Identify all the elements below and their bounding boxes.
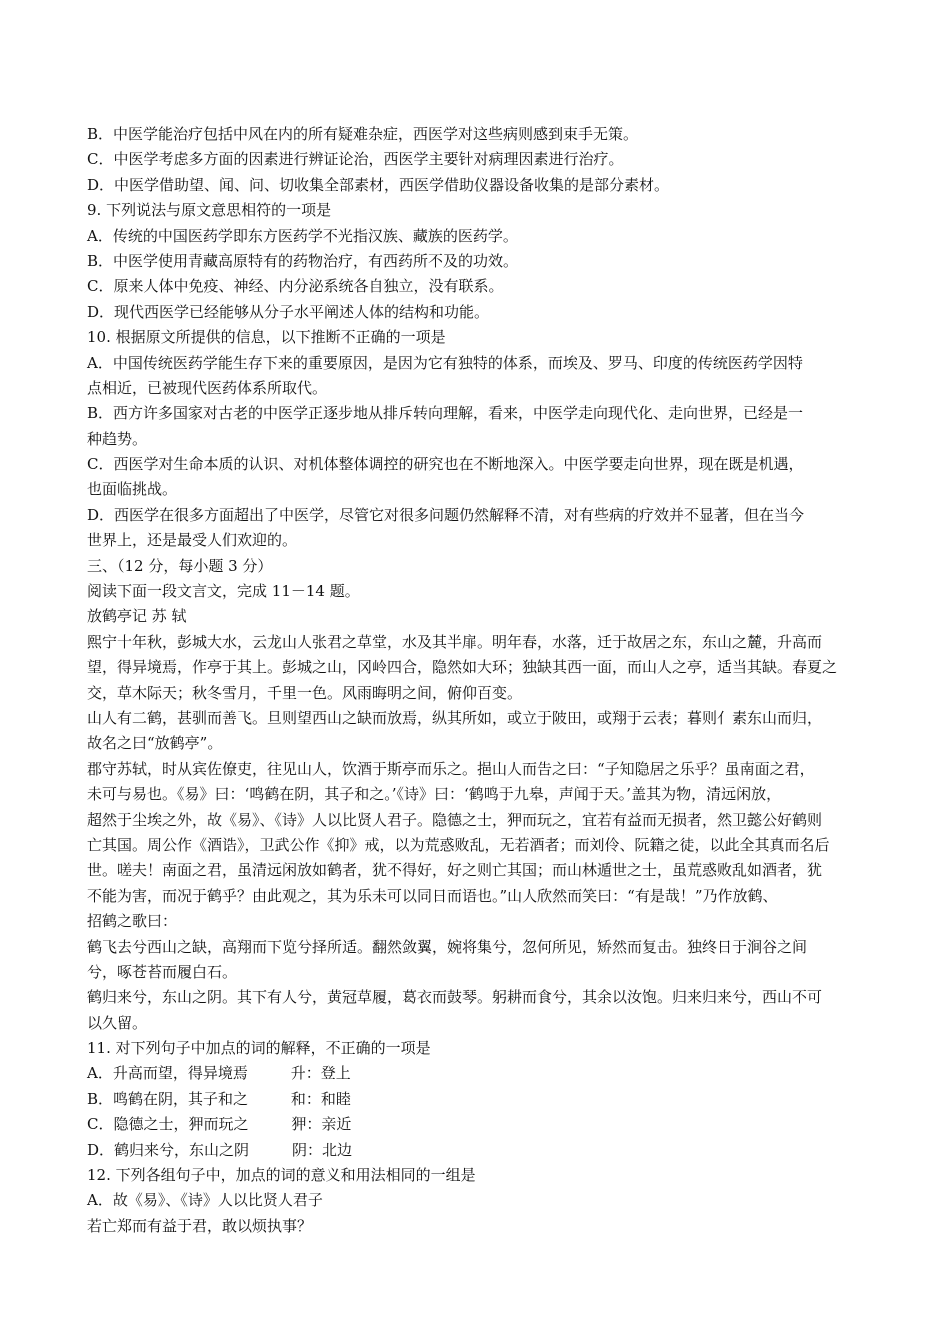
question-10-stem: 10. 根据原文所提供的信息，以下推断不正确的一项是 (87, 328, 446, 347)
option-8d: D．中医学借助望、闻、问、切收集全部素材，西医学借助仪器设备收集的是部分素材。 (87, 175, 670, 194)
option-8b: B．中医学能治疗包括中风在内的所有疑难杂症，西医学对这些病则感到束手无策。 (87, 125, 639, 143)
passage-para3-line7: 招鹤之歌曰： (87, 912, 178, 931)
option-9c: C．原来人体中免疫、神经、内分泌系统各自独立，没有联系。 (87, 277, 504, 296)
option-10b: B．西方许多国家对古老的中医学正逐步地从排斥转向理解，看来，中医学走向现代化、走向世界，已经是一 (87, 404, 804, 423)
option-11b: B．鸣鹤在阴，其子和之 和：和睦 (87, 1089, 351, 1108)
option-10b-cont: 种趋势。 (87, 429, 148, 448)
option-10c: C．西医学对生命本质的认识、对机体整体调控的研究也在不断地深入。中医学要走向世界，现在既是机遇， (87, 455, 804, 474)
option-11a: A．升高而望，得异境焉 升：登上 (87, 1064, 351, 1083)
question-9-stem: 9. 下列说法与原文意思相符的一项是 (87, 201, 332, 220)
exam-page (87, 122, 872, 1239)
passage-song1-line1: 鹤飞去兮西山之缺，高翔而下览兮择所适。翻然敛翼，婉将集兮，忽何所见，矫然而复击。独终日于涧谷之间 (87, 937, 808, 956)
passage-para1-line1: 熙宁十年秋，彭城大水，云龙山人张君之草堂，水及其半扉。明年春，水落，迁于故居之东，东山之麓，升高而 (87, 632, 823, 651)
passage-para3-line4: 亡其国。周公作《酒诰》，卫武公作《抑》戒，以为荒惑败乱，无若酒者；而刘伶、阮籍之徒，以此全其真而名后 (87, 835, 830, 854)
passage-para1-line3: 交，草木际天；秋冬雪月，千里一色。风雨晦明之间，俯仰百变。 (87, 683, 523, 702)
question-11-stem: 11. 对下列句子中加点的词的解释，不正确的一项是 (87, 1039, 431, 1058)
option-11c: C．隐德之士，狎而玩之 狎：亲近 (87, 1115, 352, 1134)
passage-para1-line2: 望，得异境焉，作亭于其上。彭城之山，冈岭四合，隐然如大环；独缺其西一面，而山人之亭，适当其缺。春夏之 (87, 658, 838, 677)
option-10d: D．西医学在很多方面超出了中医学，尽管它对很多问题仍然解释不清，对有些病的疗效并不显著，但在当今 (87, 505, 805, 524)
passage-song2-line1: 鹤归来兮，东山之阴。其下有人兮，黄冠草履，葛衣而鼓琴。躬耕而食兮，其余以汝饱。归来归来兮，西山不可 (87, 988, 823, 1007)
passage-title: 放鹤亭记 苏 轼 (87, 607, 187, 626)
option-10a: A．中国传统医药学能生存下来的重要原因，是因为它有独特的体系，而埃及、罗马、印度的传统医药学因特 (87, 353, 803, 372)
passage-para3-line1: 郡守苏轼，时从宾佐僚吏，往见山人，饮酒于斯亭而乐之。挹山人而告之曰：“子知隐居之乐乎？虽南面之君， (87, 759, 815, 778)
option-12a-line2: 若亡郑而有益于君，敢以烦执事？ (87, 1216, 313, 1235)
reading-instruction: 阅读下面一段文言文，完成 11－14 题。 (87, 582, 360, 601)
option-10c-cont: 也面临挑战。 (87, 480, 178, 499)
option-12a-line1: A．故《易》、《诗》人以比贤人君子 (87, 1191, 323, 1210)
option-9b: B．中医学使用青藏高原特有的药物治疗，有西药所不及的功效。 (87, 251, 519, 270)
option-11d: D．鹤归来兮，东山之阴 阴：北边 (87, 1140, 352, 1159)
option-9a: A．传统的中国医药学即东方医药学不光指汉族、藏族的医药学。 (87, 226, 518, 245)
option-9d: D．现代西医学已经能够从分子水平阐述人体的结构和功能。 (87, 302, 490, 321)
passage-para3-line2: 未可与易也。《易》曰：‘鸣鹤在阴，其子和之。’《诗》曰：‘鹤鸣于九皋，声闻于天。’盖其为物，清远闲放， (87, 785, 782, 804)
passage-song2-line2: 以久留。 (87, 1013, 148, 1032)
passage-para2-line2: 故名之曰“放鹤亭”。 (87, 734, 223, 753)
passage-para3-line5: 世。嗟夫！南面之君，虽清远闲放如鹤者，犹不得好，好之则亡其国；而山林遁世之士，虽荒惑败乱如酒者，犹 (87, 861, 823, 880)
option-10d-cont: 世界上，还是最受人们欢迎的。 (87, 531, 298, 550)
option-8c: C．中医学考虑多方面的因素进行辨证论治，西医学主要针对病理因素进行治疗。 (87, 150, 624, 169)
section-3-heading: 三、（12 分，每小题 3 分） (87, 556, 273, 575)
passage-para3-line3: 超然于尘埃之外，故《易》、《诗》人以比贤人君子。隐德之士，狎而玩之，宜若有益而无损者，然卫懿公好鹤则 (87, 810, 823, 829)
passage-para2-line1: 山人有二鹤，甚驯而善飞。旦则望西山之缺而放焉，纵其所如，或立于陂田，或翔于云表；暮则亻素东山而归， (87, 708, 823, 727)
question-12-stem: 12. 下列各组句子中，加点的词的意义和用法相同的一组是 (87, 1166, 476, 1185)
passage-para3-line6: 不能为害，而况于鹤乎？由此观之，其为乐未可以同日而语也。”山人欣然而笑曰：“有是哉！”乃作放鹤、 (87, 886, 778, 905)
option-10a-cont: 点相近，已被现代医药体系所取代。 (87, 378, 328, 397)
passage-song1-line2: 兮，啄苍苔而履白石。 (87, 962, 238, 981)
